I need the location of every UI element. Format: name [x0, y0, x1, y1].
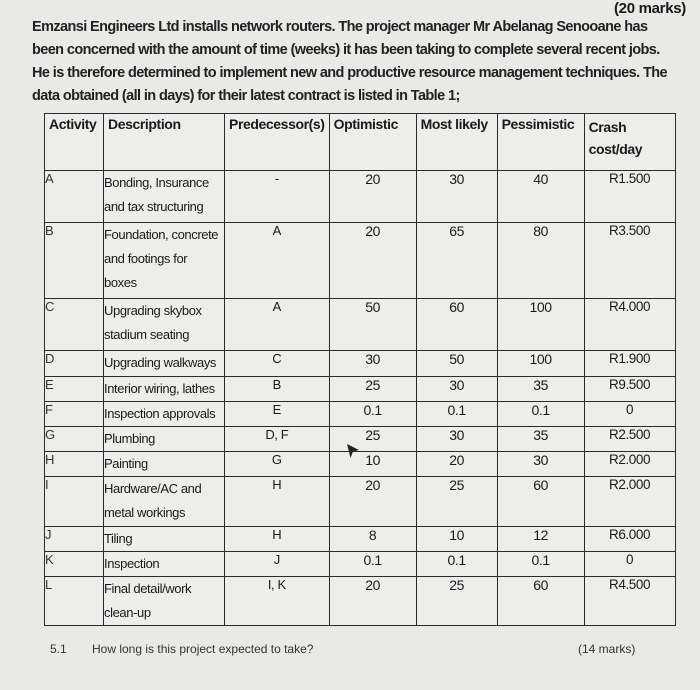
question-marks-footer: (14 marks): [578, 642, 636, 656]
cell-pessimistic: 35: [497, 377, 584, 402]
cell-description: [104, 299, 225, 351]
description-line: and footings for: [104, 251, 188, 266]
cell-crash-cost: R2.500: [584, 427, 675, 452]
cell-optimistic: 20: [329, 223, 416, 299]
description-line: Final detail/work: [104, 581, 192, 596]
cell-pessimistic: 80: [497, 223, 584, 299]
cell-pessimistic: 40: [497, 171, 584, 223]
cell-activity: A: [45, 171, 104, 223]
cell-predecessor: H: [225, 477, 330, 527]
cell-description: [104, 577, 225, 626]
cell-most-likely: 0.1: [416, 552, 497, 577]
description-line: Hardware/AC and: [104, 481, 202, 496]
cell-predecessor: G: [225, 452, 330, 477]
table-row: [45, 477, 676, 527]
cell-description: [104, 223, 225, 299]
cell-crash-cost: R3.500: [584, 223, 675, 299]
cell-optimistic: 25: [329, 427, 416, 452]
cell-description: [104, 402, 225, 427]
intro-paragraph: Emzansi Engineers Ltd installs network routers. The project manager Mr Abelanag Senooane has been concerned with the amount of time (weeks) it has been taking to complete several recent jobs. He is therefore determined to implement new and productive resource management techniques. The data obtained (all in days) for their latest contract is listed in Table 1;: [32, 19, 667, 104]
cell-description: [104, 552, 225, 577]
header-crash-line2: cost/day: [588, 141, 643, 157]
cell-crash-cost: R6.000: [584, 527, 675, 552]
cell-pessimistic: 0.1: [497, 402, 584, 427]
cell-description: [104, 452, 225, 477]
cell-crash-cost: R4.500: [584, 577, 675, 626]
cell-description: [104, 527, 225, 552]
cell-pessimistic: 100: [497, 351, 584, 377]
table-row: [45, 552, 676, 577]
cell-optimistic: 20: [329, 477, 416, 527]
table-row: [45, 171, 676, 223]
header-crash-line1: Crash: [588, 119, 627, 135]
cell-predecessor: J: [225, 552, 330, 577]
question-text: How long is this project expected to take?: [92, 642, 314, 656]
description-line: Tiling: [104, 531, 133, 546]
description-line: Upgrading walkways: [104, 355, 217, 370]
question-number: 5.1: [50, 642, 67, 656]
cell-activity: F: [45, 402, 104, 427]
table-header-row: [45, 114, 676, 171]
description-line: Foundation, concrete: [104, 227, 219, 242]
cell-crash-cost: R1.900: [584, 351, 675, 377]
cell-activity: I: [45, 477, 104, 527]
description-line: clean-up: [104, 605, 151, 620]
cell-pessimistic: 0.1: [497, 552, 584, 577]
cell-activity: L: [45, 577, 104, 626]
cell-pessimistic: 30: [497, 452, 584, 477]
cell-most-likely: 50: [416, 351, 497, 377]
description-line: boxes: [104, 275, 137, 290]
cell-crash-cost: 0: [584, 402, 675, 427]
cell-crash-cost: R2.000: [584, 477, 675, 527]
cell-optimistic: 20: [329, 577, 416, 626]
cell-optimistic: 10: [329, 452, 416, 477]
table-row: [45, 299, 676, 351]
cell-predecessor: -: [225, 171, 330, 223]
cell-optimistic: 0.1: [329, 402, 416, 427]
cell-optimistic: 30: [329, 351, 416, 377]
cell-activity: G: [45, 427, 104, 452]
cell-predecessor: I, K: [225, 577, 330, 626]
cell-predecessor: A: [225, 299, 330, 351]
description-line: Inspection approvals: [104, 406, 216, 421]
cell-predecessor: E: [225, 402, 330, 427]
cell-optimistic: 20: [329, 171, 416, 223]
activity-table: [44, 113, 676, 626]
mouse-cursor-icon: [346, 443, 360, 459]
cell-activity: J: [45, 527, 104, 552]
header-crash-cost: [584, 114, 675, 171]
header-activity: Activity: [45, 114, 104, 171]
question-marks: (20 marks): [613, 0, 686, 17]
cell-most-likely: 25: [416, 477, 497, 527]
table-body: [45, 171, 676, 626]
cell-optimistic: 50: [329, 299, 416, 351]
cell-pessimistic: 60: [497, 577, 584, 626]
cell-pessimistic: 35: [497, 427, 584, 452]
cell-optimistic: 0.1: [329, 552, 416, 577]
cell-most-likely: 60: [416, 299, 497, 351]
header-pessimistic: Pessimistic: [497, 114, 584, 171]
cell-description: [104, 171, 225, 223]
description-line: Interior wiring, lathes: [104, 381, 215, 396]
cell-most-likely: 20: [416, 452, 497, 477]
table-row: [45, 351, 676, 377]
header-most-likely: Most likely: [416, 114, 497, 171]
cell-pessimistic: 100: [497, 299, 584, 351]
cell-activity: B: [45, 223, 104, 299]
cell-predecessor: C: [225, 351, 330, 377]
cell-crash-cost: R1.500: [584, 171, 675, 223]
cell-most-likely: 30: [416, 427, 497, 452]
cell-most-likely: 30: [416, 171, 497, 223]
table-row: [45, 577, 676, 626]
cell-activity: E: [45, 377, 104, 402]
cell-description: [104, 477, 225, 527]
cell-pessimistic: 60: [497, 477, 584, 527]
cell-crash-cost: R9.500: [584, 377, 675, 402]
cell-description: [104, 427, 225, 452]
table-row: [45, 223, 676, 299]
table-row: [45, 527, 676, 552]
cell-activity: H: [45, 452, 104, 477]
cell-most-likely: 10: [416, 527, 497, 552]
cell-crash-cost: R4.000: [584, 299, 675, 351]
cell-pessimistic: 12: [497, 527, 584, 552]
cell-predecessor: D, F: [225, 427, 330, 452]
description-line: and tax structuring: [104, 199, 204, 214]
cell-predecessor: H: [225, 527, 330, 552]
cell-optimistic: 25: [329, 377, 416, 402]
description-line: Upgrading skybox: [104, 303, 202, 318]
description-line: Painting: [104, 456, 148, 471]
header-predecessor: Predecessor(s): [225, 114, 330, 171]
description-line: Inspection: [104, 556, 160, 571]
cell-predecessor: B: [225, 377, 330, 402]
description-line: stadium seating: [104, 327, 190, 342]
description-line: Bonding, Insurance: [104, 175, 209, 190]
header-optimistic: Optimistic: [329, 114, 416, 171]
cell-description: [104, 351, 225, 377]
cell-crash-cost: 0: [584, 552, 675, 577]
cell-most-likely: 25: [416, 577, 497, 626]
cell-most-likely: 30: [416, 377, 497, 402]
header-description: Description: [104, 114, 225, 171]
cell-optimistic: 8: [329, 527, 416, 552]
cell-activity: C: [45, 299, 104, 351]
cell-most-likely: 65: [416, 223, 497, 299]
table-row: [45, 402, 676, 427]
cell-predecessor: A: [225, 223, 330, 299]
cell-description: [104, 377, 225, 402]
cell-activity: D: [45, 351, 104, 377]
description-line: metal workings: [104, 505, 186, 520]
description-line: Plumbing: [104, 431, 155, 446]
cell-activity: K: [45, 552, 104, 577]
table-row: [45, 377, 676, 402]
cell-crash-cost: R2.000: [584, 452, 675, 477]
cell-most-likely: 0.1: [416, 402, 497, 427]
